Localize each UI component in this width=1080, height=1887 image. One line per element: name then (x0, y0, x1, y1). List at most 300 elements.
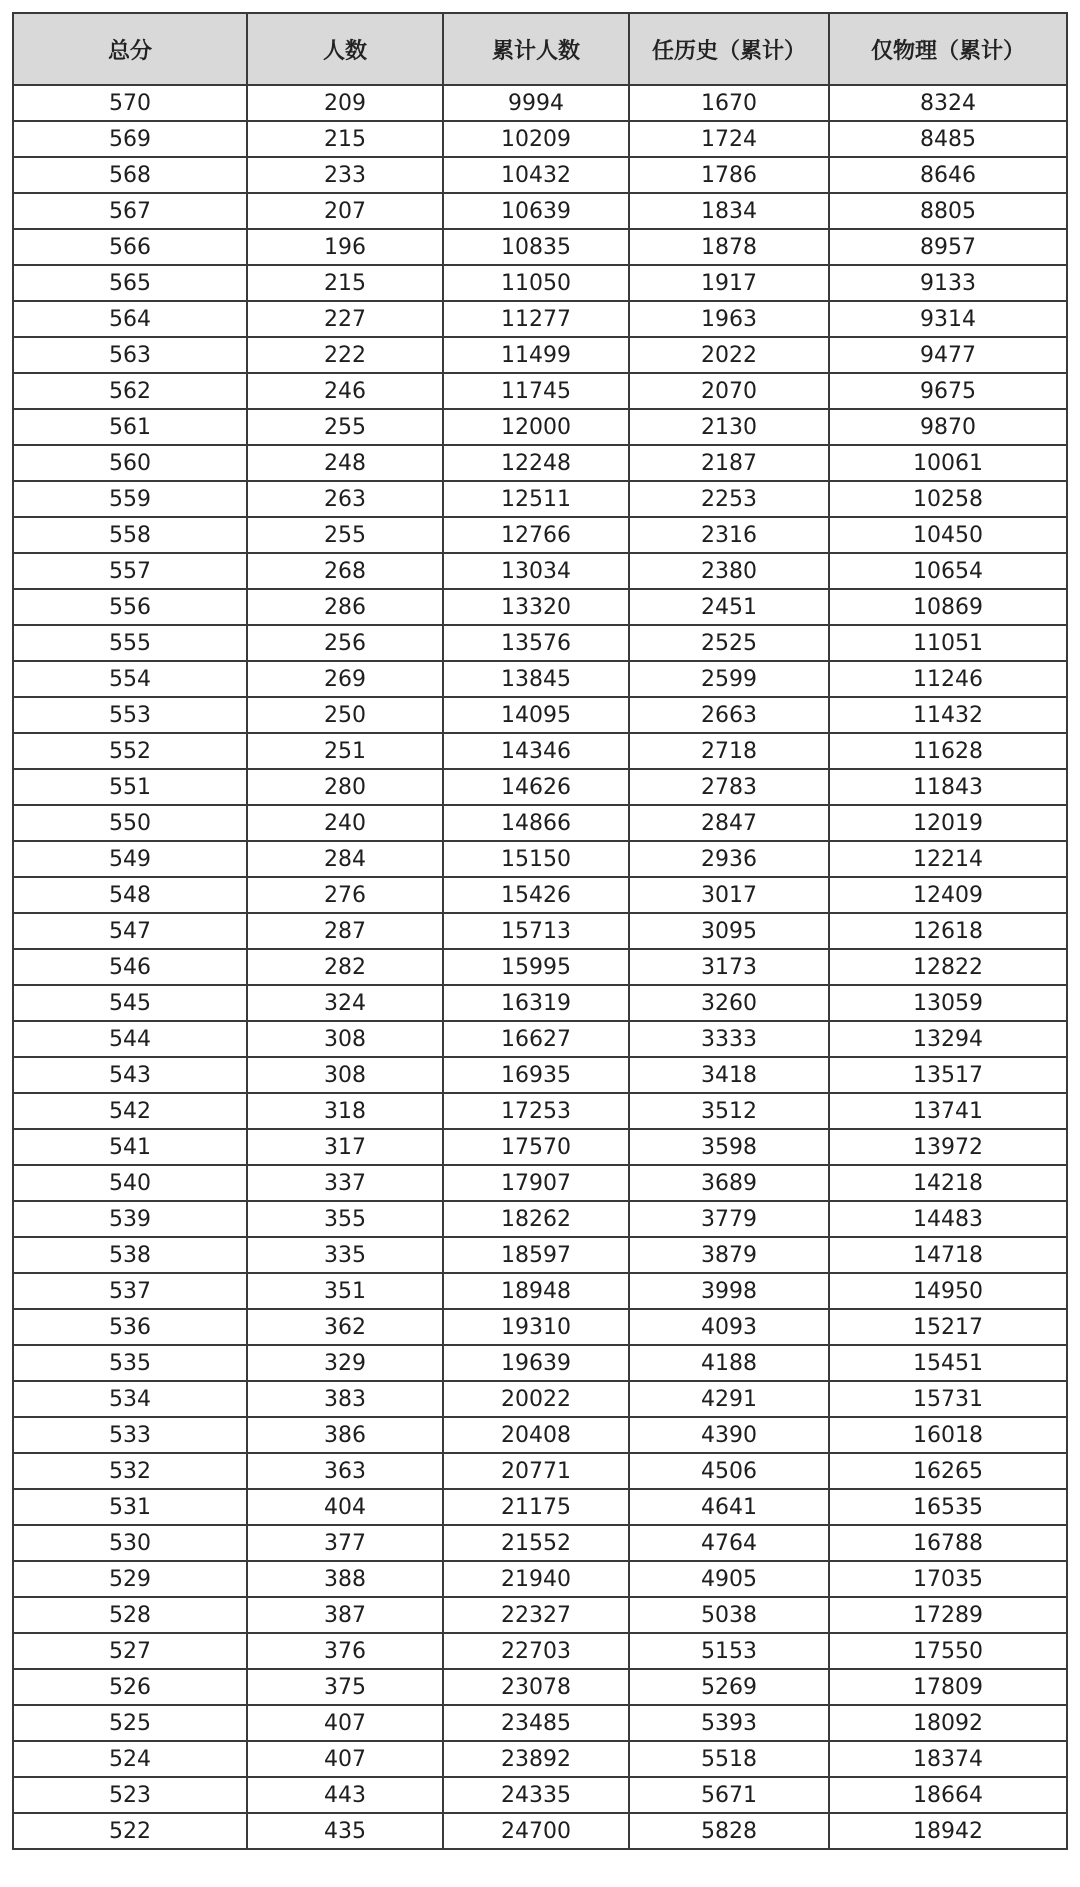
table-row (13, 625, 1067, 661)
total-score-cell: 524 (13, 1741, 247, 1777)
physics-cumulative-cell: 18374 (829, 1741, 1067, 1777)
table-row (13, 337, 1067, 373)
cumulative-count-cell: 17253 (443, 1093, 629, 1129)
physics-cumulative-cell: 12019 (829, 805, 1067, 841)
count-cell: 263 (247, 481, 443, 517)
count-cell: 196 (247, 229, 443, 265)
total-score-cell: 540 (13, 1165, 247, 1201)
total-score-cell: 570 (13, 85, 247, 121)
count-cell: 209 (247, 85, 443, 121)
history-cumulative-cell: 5038 (629, 1597, 829, 1633)
history-cumulative-cell: 2316 (629, 517, 829, 553)
table-row (13, 841, 1067, 877)
cumulative-count-cell: 11499 (443, 337, 629, 373)
table-row (13, 1705, 1067, 1741)
total-score-cell: 546 (13, 949, 247, 985)
physics-cumulative-cell: 16018 (829, 1417, 1067, 1453)
total-score-cell: 522 (13, 1813, 247, 1849)
cumulative-count-cell: 13845 (443, 661, 629, 697)
table-row (13, 733, 1067, 769)
table-row (13, 553, 1067, 589)
history-cumulative-cell: 2451 (629, 589, 829, 625)
total-score-cell: 539 (13, 1201, 247, 1237)
table-row (13, 301, 1067, 337)
table-row (13, 1093, 1067, 1129)
total-score-cell: 528 (13, 1597, 247, 1633)
history-cumulative-cell: 3333 (629, 1021, 829, 1057)
history-cumulative-cell: 4641 (629, 1489, 829, 1525)
table-row (13, 1777, 1067, 1813)
physics-cumulative-cell: 9133 (829, 265, 1067, 301)
physics-cumulative-cell: 15451 (829, 1345, 1067, 1381)
total-score-cell: 558 (13, 517, 247, 553)
history-cumulative-cell: 4506 (629, 1453, 829, 1489)
physics-cumulative-cell: 17550 (829, 1633, 1067, 1669)
cumulative-count-cell: 10639 (443, 193, 629, 229)
physics-cumulative-cell: 8485 (829, 121, 1067, 157)
count-cell: 388 (247, 1561, 443, 1597)
physics-cumulative-cell: 8324 (829, 85, 1067, 121)
physics-cumulative-cell: 15731 (829, 1381, 1067, 1417)
total-score-cell: 556 (13, 589, 247, 625)
cumulative-count-cell: 13320 (443, 589, 629, 625)
table-row (13, 1057, 1067, 1093)
cumulative-count-cell: 14346 (443, 733, 629, 769)
count-cell: 233 (247, 157, 443, 193)
cumulative-count-cell: 19639 (443, 1345, 629, 1381)
cumulative-count-cell: 24335 (443, 1777, 629, 1813)
cumulative-count-cell: 20022 (443, 1381, 629, 1417)
total-score-cell: 541 (13, 1129, 247, 1165)
physics-cumulative-cell: 10450 (829, 517, 1067, 553)
total-score-cell: 545 (13, 985, 247, 1021)
table-row (13, 697, 1067, 733)
physics-cumulative-cell: 9477 (829, 337, 1067, 373)
total-score-cell: 555 (13, 625, 247, 661)
total-score-cell: 536 (13, 1309, 247, 1345)
cumulative-count-cell: 12248 (443, 445, 629, 481)
cumulative-count-cell: 15995 (443, 949, 629, 985)
count-cell: 280 (247, 769, 443, 805)
physics-cumulative-cell: 11432 (829, 697, 1067, 733)
count-cell: 443 (247, 1777, 443, 1813)
score-distribution-table (12, 12, 1068, 1850)
count-cell: 227 (247, 301, 443, 337)
total-score-cell: 533 (13, 1417, 247, 1453)
table-header (13, 13, 1067, 85)
table-row (13, 1237, 1067, 1273)
count-cell: 215 (247, 121, 443, 157)
total-score-cell: 568 (13, 157, 247, 193)
total-score-cell: 526 (13, 1669, 247, 1705)
total-score-cell: 529 (13, 1561, 247, 1597)
table-row (13, 589, 1067, 625)
table-row (13, 265, 1067, 301)
total-score-cell: 564 (13, 301, 247, 337)
physics-cumulative-cell: 10654 (829, 553, 1067, 589)
history-cumulative-cell: 2130 (629, 409, 829, 445)
cumulative-count-cell: 10835 (443, 229, 629, 265)
table-row (13, 229, 1067, 265)
total-score-cell: 549 (13, 841, 247, 877)
total-score-cell: 534 (13, 1381, 247, 1417)
table-row (13, 949, 1067, 985)
cumulative-count-cell: 10432 (443, 157, 629, 193)
physics-cumulative-cell: 14718 (829, 1237, 1067, 1273)
total-score-cell: 554 (13, 661, 247, 697)
history-cumulative-cell: 3512 (629, 1093, 829, 1129)
table-row (13, 1453, 1067, 1489)
cumulative-count-cell: 14626 (443, 769, 629, 805)
cumulative-count-cell: 21552 (443, 1525, 629, 1561)
total-score-cell: 553 (13, 697, 247, 733)
table-row (13, 1381, 1067, 1417)
physics-cumulative-cell: 18092 (829, 1705, 1067, 1741)
total-score-cell: 561 (13, 409, 247, 445)
table-row (13, 769, 1067, 805)
count-cell: 215 (247, 265, 443, 301)
physics-cumulative-cell: 12618 (829, 913, 1067, 949)
history-cumulative-cell: 3095 (629, 913, 829, 949)
table-row (13, 121, 1067, 157)
count-cell: 248 (247, 445, 443, 481)
history-cumulative-cell: 1963 (629, 301, 829, 337)
count-cell: 377 (247, 1525, 443, 1561)
table-row (13, 1273, 1067, 1309)
table-row (13, 1741, 1067, 1777)
physics-cumulative-cell: 12214 (829, 841, 1067, 877)
header-row (13, 13, 1067, 85)
history-cumulative-cell: 2599 (629, 661, 829, 697)
physics-cumulative-cell: 16788 (829, 1525, 1067, 1561)
history-cumulative-cell: 1724 (629, 121, 829, 157)
count-cell: 240 (247, 805, 443, 841)
physics-cumulative-cell: 17809 (829, 1669, 1067, 1705)
count-cell: 387 (247, 1597, 443, 1633)
history-cumulative-cell: 3689 (629, 1165, 829, 1201)
table-row (13, 1489, 1067, 1525)
physics-cumulative-cell: 9675 (829, 373, 1067, 409)
history-cumulative-cell: 4905 (629, 1561, 829, 1597)
count-cell: 407 (247, 1705, 443, 1741)
cumulative-count-cell: 15150 (443, 841, 629, 877)
cumulative-count-cell: 11745 (443, 373, 629, 409)
count-cell: 337 (247, 1165, 443, 1201)
table-row (13, 661, 1067, 697)
count-cell: 207 (247, 193, 443, 229)
history-cumulative-cell: 3017 (629, 877, 829, 913)
table-row (13, 373, 1067, 409)
total-score-cell: 538 (13, 1237, 247, 1273)
cumulative-count-cell: 11277 (443, 301, 629, 337)
table-row (13, 1525, 1067, 1561)
count-cell: 251 (247, 733, 443, 769)
total-score-cell: 562 (13, 373, 247, 409)
total-score-cell: 565 (13, 265, 247, 301)
cumulative-count-cell: 22703 (443, 1633, 629, 1669)
cumulative-count-cell: 10209 (443, 121, 629, 157)
history-cumulative-cell: 5518 (629, 1741, 829, 1777)
cumulative-count-cell: 20408 (443, 1417, 629, 1453)
history-cumulative-cell: 4764 (629, 1525, 829, 1561)
total-score-cell: 552 (13, 733, 247, 769)
count-cell: 222 (247, 337, 443, 373)
count-cell: 282 (247, 949, 443, 985)
physics-cumulative-cell: 11246 (829, 661, 1067, 697)
history-cumulative-cell: 5828 (629, 1813, 829, 1849)
cumulative-count-cell: 16627 (443, 1021, 629, 1057)
history-cumulative-cell: 3173 (629, 949, 829, 985)
cumulative-count-cell: 22327 (443, 1597, 629, 1633)
count-cell: 335 (247, 1237, 443, 1273)
count-cell: 286 (247, 589, 443, 625)
cumulative-count-cell: 16319 (443, 985, 629, 1021)
physics-cumulative-cell: 12822 (829, 949, 1067, 985)
table-row (13, 805, 1067, 841)
header-count: 人数 (247, 13, 443, 85)
physics-cumulative-cell: 17035 (829, 1561, 1067, 1597)
total-score-cell: 544 (13, 1021, 247, 1057)
history-cumulative-cell: 2022 (629, 337, 829, 373)
physics-cumulative-cell: 11843 (829, 769, 1067, 805)
table-row (13, 85, 1067, 121)
physics-cumulative-cell: 14483 (829, 1201, 1067, 1237)
total-score-cell: 543 (13, 1057, 247, 1093)
history-cumulative-cell: 2783 (629, 769, 829, 805)
physics-cumulative-cell: 13517 (829, 1057, 1067, 1093)
table-row (13, 1669, 1067, 1705)
physics-cumulative-cell: 10869 (829, 589, 1067, 625)
cumulative-count-cell: 15426 (443, 877, 629, 913)
history-cumulative-cell: 2070 (629, 373, 829, 409)
table-row (13, 913, 1067, 949)
count-cell: 276 (247, 877, 443, 913)
physics-cumulative-cell: 16265 (829, 1453, 1067, 1489)
history-cumulative-cell: 1786 (629, 157, 829, 193)
table-row (13, 193, 1067, 229)
physics-cumulative-cell: 12409 (829, 877, 1067, 913)
total-score-cell: 559 (13, 481, 247, 517)
cumulative-count-cell: 12511 (443, 481, 629, 517)
history-cumulative-cell: 5269 (629, 1669, 829, 1705)
cumulative-count-cell: 17907 (443, 1165, 629, 1201)
cumulative-count-cell: 20771 (443, 1453, 629, 1489)
history-cumulative-cell: 3418 (629, 1057, 829, 1093)
history-cumulative-cell: 3598 (629, 1129, 829, 1165)
total-score-cell: 547 (13, 913, 247, 949)
history-cumulative-cell: 1917 (629, 265, 829, 301)
cumulative-count-cell: 24700 (443, 1813, 629, 1849)
total-score-cell: 563 (13, 337, 247, 373)
cumulative-count-cell: 15713 (443, 913, 629, 949)
count-cell: 324 (247, 985, 443, 1021)
count-cell: 287 (247, 913, 443, 949)
header-physics-cumulative: 仅物理（累计） (829, 13, 1067, 85)
count-cell: 355 (247, 1201, 443, 1237)
total-score-cell: 569 (13, 121, 247, 157)
history-cumulative-cell: 3260 (629, 985, 829, 1021)
count-cell: 256 (247, 625, 443, 661)
history-cumulative-cell: 4390 (629, 1417, 829, 1453)
history-cumulative-cell: 2525 (629, 625, 829, 661)
table-row (13, 517, 1067, 553)
history-cumulative-cell: 1670 (629, 85, 829, 121)
table-row (13, 409, 1067, 445)
physics-cumulative-cell: 18664 (829, 1777, 1067, 1813)
cumulative-count-cell: 18262 (443, 1201, 629, 1237)
total-score-cell: 530 (13, 1525, 247, 1561)
count-cell: 363 (247, 1453, 443, 1489)
history-cumulative-cell: 2380 (629, 553, 829, 589)
table-row (13, 1345, 1067, 1381)
table-row (13, 985, 1067, 1021)
table-row (13, 1309, 1067, 1345)
total-score-cell: 537 (13, 1273, 247, 1309)
history-cumulative-cell: 2187 (629, 445, 829, 481)
table-row (13, 1165, 1067, 1201)
physics-cumulative-cell: 11628 (829, 733, 1067, 769)
physics-cumulative-cell: 13741 (829, 1093, 1067, 1129)
table-row (13, 1129, 1067, 1165)
physics-cumulative-cell: 11051 (829, 625, 1067, 661)
count-cell: 329 (247, 1345, 443, 1381)
count-cell: 308 (247, 1021, 443, 1057)
count-cell: 308 (247, 1057, 443, 1093)
count-cell: 435 (247, 1813, 443, 1849)
cumulative-count-cell: 12766 (443, 517, 629, 553)
total-score-cell: 542 (13, 1093, 247, 1129)
table-row (13, 445, 1067, 481)
count-cell: 284 (247, 841, 443, 877)
cumulative-count-cell: 12000 (443, 409, 629, 445)
physics-cumulative-cell: 9314 (829, 301, 1067, 337)
cumulative-count-cell: 23485 (443, 1705, 629, 1741)
table-row (13, 1417, 1067, 1453)
history-cumulative-cell: 3998 (629, 1273, 829, 1309)
history-cumulative-cell: 5153 (629, 1633, 829, 1669)
total-score-cell: 551 (13, 769, 247, 805)
total-score-cell: 560 (13, 445, 247, 481)
cumulative-count-cell: 19310 (443, 1309, 629, 1345)
cumulative-count-cell: 11050 (443, 265, 629, 301)
total-score-cell: 548 (13, 877, 247, 913)
history-cumulative-cell: 4188 (629, 1345, 829, 1381)
count-cell: 250 (247, 697, 443, 733)
total-score-cell: 566 (13, 229, 247, 265)
total-score-cell: 535 (13, 1345, 247, 1381)
table-row (13, 1813, 1067, 1849)
history-cumulative-cell: 5393 (629, 1705, 829, 1741)
physics-cumulative-cell: 13059 (829, 985, 1067, 1021)
total-score-cell: 557 (13, 553, 247, 589)
table-row (13, 1021, 1067, 1057)
physics-cumulative-cell: 13972 (829, 1129, 1067, 1165)
history-cumulative-cell: 2718 (629, 733, 829, 769)
history-cumulative-cell: 1834 (629, 193, 829, 229)
history-cumulative-cell: 5671 (629, 1777, 829, 1813)
count-cell: 268 (247, 553, 443, 589)
count-cell: 383 (247, 1381, 443, 1417)
header-history-cumulative: 任历史（累计） (629, 13, 829, 85)
physics-cumulative-cell: 10061 (829, 445, 1067, 481)
table-row (13, 481, 1067, 517)
count-cell: 386 (247, 1417, 443, 1453)
history-cumulative-cell: 2663 (629, 697, 829, 733)
history-cumulative-cell: 1878 (629, 229, 829, 265)
physics-cumulative-cell: 15217 (829, 1309, 1067, 1345)
count-cell: 404 (247, 1489, 443, 1525)
physics-cumulative-cell: 9870 (829, 409, 1067, 445)
physics-cumulative-cell: 16535 (829, 1489, 1067, 1525)
physics-cumulative-cell: 13294 (829, 1021, 1067, 1057)
cumulative-count-cell: 21940 (443, 1561, 629, 1597)
table-row (13, 1561, 1067, 1597)
cumulative-count-cell: 16935 (443, 1057, 629, 1093)
cumulative-count-cell: 13034 (443, 553, 629, 589)
total-score-cell: 525 (13, 1705, 247, 1741)
count-cell: 407 (247, 1741, 443, 1777)
count-cell: 255 (247, 409, 443, 445)
cumulative-count-cell: 23078 (443, 1669, 629, 1705)
history-cumulative-cell: 2253 (629, 481, 829, 517)
total-score-cell: 531 (13, 1489, 247, 1525)
history-cumulative-cell: 2847 (629, 805, 829, 841)
count-cell: 376 (247, 1633, 443, 1669)
total-score-cell: 567 (13, 193, 247, 229)
cumulative-count-cell: 13576 (443, 625, 629, 661)
total-score-cell: 532 (13, 1453, 247, 1489)
physics-cumulative-cell: 17289 (829, 1597, 1067, 1633)
table-row (13, 877, 1067, 913)
history-cumulative-cell: 3779 (629, 1201, 829, 1237)
count-cell: 255 (247, 517, 443, 553)
total-score-cell: 527 (13, 1633, 247, 1669)
history-cumulative-cell: 4291 (629, 1381, 829, 1417)
cumulative-count-cell: 9994 (443, 85, 629, 121)
physics-cumulative-cell: 8957 (829, 229, 1067, 265)
table-row (13, 1597, 1067, 1633)
table-row (13, 157, 1067, 193)
cumulative-count-cell: 18597 (443, 1237, 629, 1273)
count-cell: 351 (247, 1273, 443, 1309)
total-score-cell: 523 (13, 1777, 247, 1813)
count-cell: 317 (247, 1129, 443, 1165)
count-cell: 269 (247, 661, 443, 697)
physics-cumulative-cell: 14218 (829, 1165, 1067, 1201)
physics-cumulative-cell: 8646 (829, 157, 1067, 193)
cumulative-count-cell: 17570 (443, 1129, 629, 1165)
cumulative-count-cell: 23892 (443, 1741, 629, 1777)
cumulative-count-cell: 14866 (443, 805, 629, 841)
table-body (13, 85, 1067, 1849)
physics-cumulative-cell: 8805 (829, 193, 1067, 229)
count-cell: 362 (247, 1309, 443, 1345)
history-cumulative-cell: 3879 (629, 1237, 829, 1273)
count-cell: 318 (247, 1093, 443, 1129)
physics-cumulative-cell: 14950 (829, 1273, 1067, 1309)
physics-cumulative-cell: 10258 (829, 481, 1067, 517)
history-cumulative-cell: 4093 (629, 1309, 829, 1345)
table-row (13, 1633, 1067, 1669)
physics-cumulative-cell: 18942 (829, 1813, 1067, 1849)
cumulative-count-cell: 14095 (443, 697, 629, 733)
header-total-score: 总分 (13, 13, 247, 85)
cumulative-count-cell: 18948 (443, 1273, 629, 1309)
header-cumulative-count: 累计人数 (443, 13, 629, 85)
table-row (13, 1201, 1067, 1237)
count-cell: 246 (247, 373, 443, 409)
cumulative-count-cell: 21175 (443, 1489, 629, 1525)
